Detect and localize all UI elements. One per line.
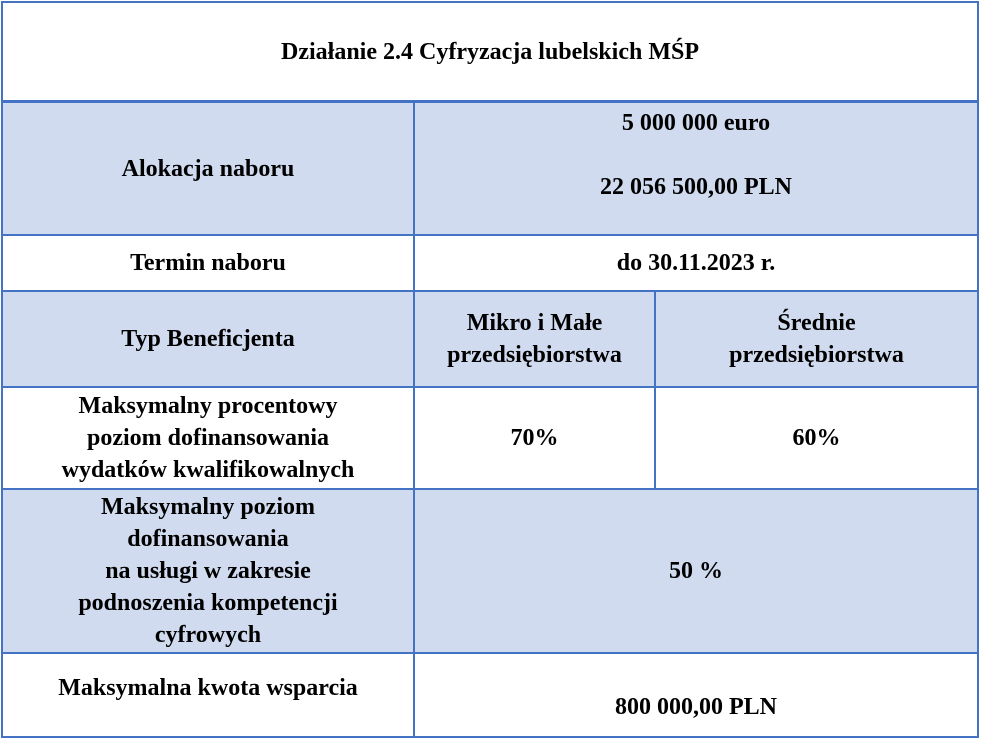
beneficiary-medium	[654, 290, 977, 386]
max-amount-value-text: 800 000,00 PLN	[615, 694, 777, 720]
beneficiary-label-text: Typ Beneficjenta	[121, 326, 295, 352]
services-value	[413, 488, 977, 652]
title-text: Działanie 2.4 Cyfryzacja lubelskich MŚP	[281, 38, 699, 65]
max-pct-medium	[654, 386, 977, 488]
max-pct-l2: poziom dofinansowania	[86, 425, 330, 451]
max-pct-l1: Maksymalny procentowy	[78, 393, 338, 419]
deadline-value	[413, 234, 977, 290]
beneficiary-medium-l2: przedsiębiorstwa	[729, 342, 904, 368]
beneficiary-small-l1: Mikro i Małe	[466, 310, 603, 336]
beneficiary-small-l2: przedsiębiorstwa	[447, 342, 622, 368]
deadline-label	[3, 234, 413, 290]
max-amount-label	[3, 652, 413, 736]
services-l1: Maksymalny poziom	[100, 494, 315, 520]
beneficiary-label	[3, 290, 413, 386]
max-amount-label-text: Maksymalna kwota wsparcia	[58, 675, 358, 701]
services-value-text: 50 %	[669, 558, 723, 584]
beneficiary-medium-l1: Średnie	[777, 310, 856, 336]
services-label	[3, 488, 413, 652]
services-l4: podnoszenia kompetencji	[78, 590, 338, 616]
allocation-eur: 5 000 000 euro	[621, 110, 771, 136]
allocation-pln: 22 056 500,00 PLN	[600, 174, 792, 200]
max-pct-label	[3, 386, 413, 488]
deadline-value-text: do 30.11.2023 r.	[616, 250, 776, 276]
max-amount-value	[413, 652, 977, 736]
table-title	[3, 3, 977, 100]
allocation-label	[3, 100, 413, 234]
allocation-value	[413, 100, 977, 234]
allocation-label-text: Alokacja naboru	[121, 155, 295, 182]
services-l2: dofinansowania	[127, 526, 289, 552]
max-pct-small	[413, 386, 654, 488]
max-pct-l3: wydatków kwalifikowalnych	[61, 457, 355, 483]
services-l3: na usługi w zakresie	[105, 558, 311, 584]
services-l5: cyfrowych	[154, 622, 262, 648]
max-pct-small-value: 70%	[510, 425, 559, 451]
funding-table	[1, 1, 979, 738]
deadline-label-text: Termin naboru	[130, 250, 286, 276]
max-pct-medium-value: 60%	[792, 425, 841, 451]
beneficiary-small	[413, 290, 654, 386]
